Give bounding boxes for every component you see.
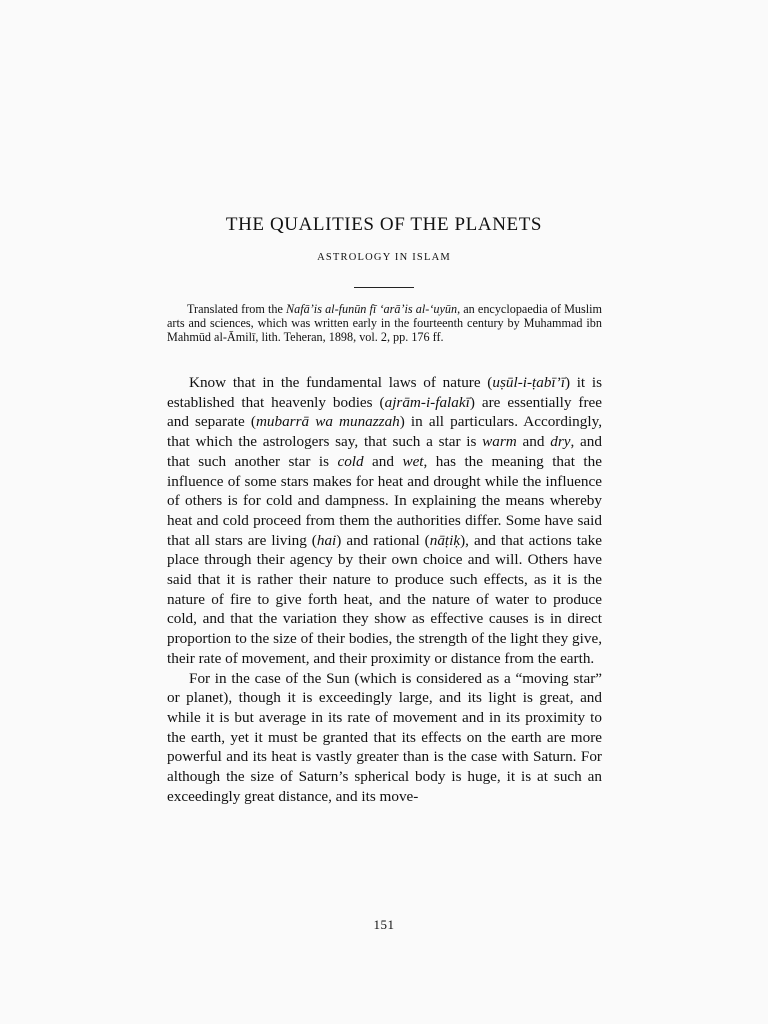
title-divider — [354, 287, 414, 288]
p1-text-9: ) and rational ( — [336, 531, 430, 549]
source-title: Nafā’is al-funūn fī ‘arā’is al-‘uyūn — [286, 302, 458, 316]
p1-text-8: , has the meaning that the influence of some stars makes for heat and drought while the influence of others is for cold and dampness. In explaining the means whereby heat and cold proceed from them the authorities differ. Some have said that all stars are living ( — [167, 452, 602, 549]
p1-term-7: wet — [402, 452, 424, 470]
p1-term-8: hai — [316, 531, 337, 549]
chapter-title: THE QUALITIES OF THE PLANETS — [225, 214, 543, 235]
note-rest: , an encyclopaedia of Muslim arts and sciences, which was written early in the fourteenth century by Muhammad ibn Mahmūd al-Āmilī, lith. Teheran, 1898, vol. 2, pp. 176 ff. — [167, 302, 602, 344]
body-text — [167, 373, 602, 806]
p1-text-4: ) in all particulars. Accordingly, that which the astrologers say, that such a star is — [167, 413, 602, 451]
p1-text-3: ) are essentially free and separate ( — [167, 393, 602, 431]
translator-note — [167, 303, 602, 344]
note-intro: Translated from the — [187, 302, 287, 316]
p1-term-2: ajrām-i-falakī — [384, 393, 470, 411]
p1-text-10: ), and that actions take place through their agency by their own choice and will. Others have said that it is rather their nature to produce such effects, as it is the nature of fire to give forth heat, and the nature of water to produce cold, and that the variation they show as effective causes is in direct proportion to the size of their bodies, the strength of the light they give, their rate of movement, and their proximity or distance from the earth. — [167, 531, 602, 667]
p1-text-5: and — [516, 433, 551, 451]
page-number: 151 — [373, 917, 395, 932]
p1-text-1: Know that in the fundamental laws of nature ( — [189, 374, 493, 391]
body-paragraph-1 — [167, 373, 602, 669]
p1-text-6: , and that such another star is — [167, 433, 602, 470]
p1-text-7: and — [363, 452, 403, 470]
p1-term-3: mubarrā wa munazzah — [255, 413, 400, 431]
chapter-subtitle: ASTROLOGY IN ISLAM — [317, 252, 451, 263]
p1-term-4: warm — [482, 433, 517, 451]
p1-text-2: ) it is established that heavenly bodies ( — [167, 374, 602, 411]
p1-term-9: nāṭiḳ — [429, 531, 461, 549]
p1-term-5: dry — [550, 433, 571, 451]
p1-term-6: cold — [337, 452, 364, 470]
p1-term-1: uṣūl-i-ṭabī’ī — [492, 374, 565, 391]
body-paragraph-2: For in the case of the Sun (which is considered as a “moving star” or planet), though it is exceedingly large, and its light is great, and while it is but average in its rate of movement and in its proximity to the earth, yet it must be granted that its effects on the earth are more powerful and its heat is vastly greater than is the case with Saturn. For although the size of Saturn’s spherical body is huge, it is at such an exceedingly great distance, and its move- — [167, 669, 602, 805]
note-paragraph — [167, 303, 602, 344]
